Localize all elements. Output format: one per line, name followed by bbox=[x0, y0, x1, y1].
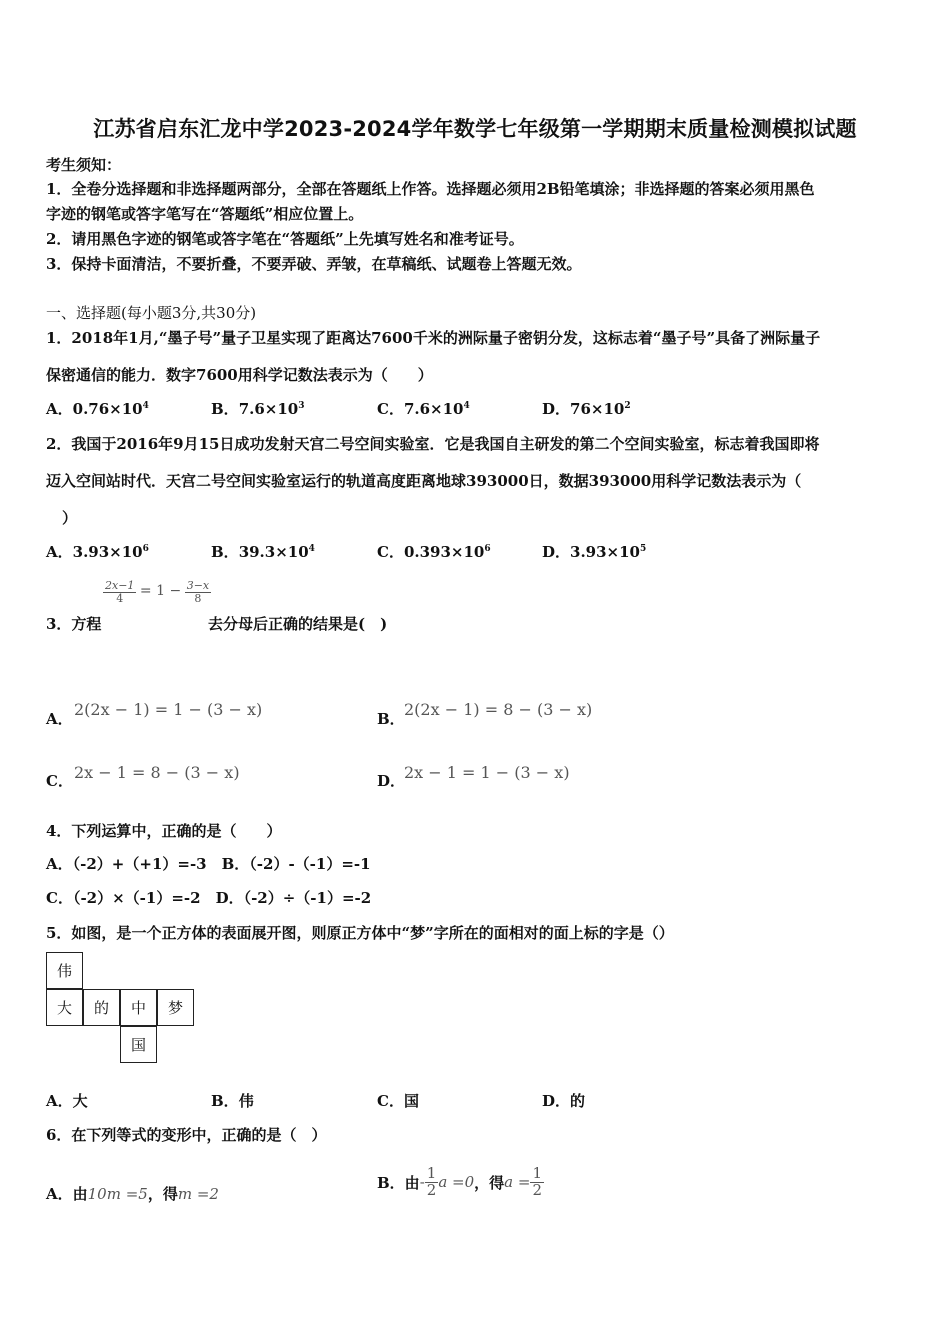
q6-option-a: A．由10m =5，得m =2 bbox=[46, 1185, 219, 1203]
q3-equation: $\frac{2x-1}{4}$ = 1 − $\frac{3-x}{8}$ bbox=[105, 579, 210, 605]
q3-stem-prefix: 3．方程 bbox=[46, 615, 102, 633]
q2-stem-line3: ） bbox=[62, 509, 78, 527]
q3-option-d-expr: 2x − 1 = 1 − (3 − x) bbox=[404, 763, 570, 782]
notice-item-1b: 字迹的钢笔或答字笔写在“答题纸”相应位置上。 bbox=[46, 205, 364, 223]
q1-option-b: B．$7.6\times 10^3$ bbox=[211, 400, 305, 418]
q4-options-row2: C．（-2）×（-1）=-2 D．（-2）÷（-1）=-2 bbox=[46, 889, 372, 907]
q1-option-a: A．$0.76\times 10^4$ bbox=[46, 400, 149, 418]
page-title: 江苏省启东汇龙中学2023-2024学年数学七年级第一学期期末质量检测模拟试题 bbox=[93, 117, 857, 141]
net-face-4: 梦 bbox=[157, 989, 194, 1026]
q3-stem-suffix: 去分母后正确的结果是( ) bbox=[208, 615, 388, 633]
q3-option-a-expr: 2(2x − 1) = 1 − (3 − x) bbox=[74, 700, 263, 719]
net-face-bottom: 国 bbox=[120, 1026, 157, 1063]
q2-stem-line2: 迈入空间站时代．天宫二号空间实验室运行的轨道高度距离地球393000日，数据393000用科学记数法表示为（ bbox=[46, 472, 802, 490]
q3-option-d-label: D． bbox=[377, 772, 406, 790]
q5-option-d: D．的 bbox=[542, 1092, 586, 1110]
q1-option-c: C．$7.6\times 10^4$ bbox=[377, 400, 470, 418]
q5-option-a: A．大 bbox=[46, 1092, 88, 1110]
q2-option-a: A．$3.93\times 10^6$ bbox=[46, 543, 149, 561]
net-face-top: 伟 bbox=[46, 952, 83, 989]
q3-option-c-expr: 2x − 1 = 8 − (3 − x) bbox=[74, 763, 240, 782]
q6-option-b: B．由 - $\frac{1}{2}$ a =0 ，得 a = $\frac{1}{2}$ bbox=[377, 1163, 542, 1199]
q1-option-d: D．$76\times 10^2$ bbox=[542, 400, 631, 418]
q5-option-b: B．伟 bbox=[211, 1092, 254, 1110]
net-face-1: 大 bbox=[46, 989, 83, 1026]
q2-option-b: B．$39.3\times 10^4$ bbox=[211, 543, 315, 561]
q3-option-a-label: A． bbox=[46, 710, 73, 728]
q6-stem: 6．在下列等式的变形中，正确的是（ ） bbox=[46, 1126, 327, 1144]
q3-option-c-label: C． bbox=[46, 772, 73, 790]
q5-option-c: C．国 bbox=[377, 1092, 419, 1110]
q2-option-c: C．$0.393\times 10^6$ bbox=[377, 543, 491, 561]
q4-options-row1: A．（-2）+（+1）=-3 B．（-2）-（-1）=-1 bbox=[46, 855, 371, 873]
q4-stem: 4．下列运算中，正确的是（ ） bbox=[46, 822, 282, 840]
q2-option-d: D．$3.93\times 10^5$ bbox=[542, 543, 647, 561]
q3-option-b-label: B． bbox=[377, 710, 405, 728]
q1-stem-line2: 保密通信的能力．数字7600用科学记数法表示为（ ） bbox=[46, 366, 433, 384]
section-heading: 一、选择题(每小题3分,共30分) bbox=[46, 304, 257, 322]
q3-option-b-expr: 2(2x − 1) = 8 − (3 − x) bbox=[404, 700, 593, 719]
net-face-2: 的 bbox=[83, 989, 120, 1026]
notice-item-2: 2．请用黑色字迹的钢笔或答字笔在“答题纸”上先填写姓名和准考证号。 bbox=[46, 230, 524, 248]
notice-item-3: 3．保持卡面清洁，不要折叠，不要弄破、弄皱，在草稿纸、试题卷上答题无效。 bbox=[46, 255, 582, 273]
notice-heading: 考生须知： bbox=[46, 156, 122, 174]
net-face-3: 中 bbox=[120, 989, 157, 1026]
q2-stem-line1: 2．我国于2016年9月15日成功发射天宫二号空间实验室．它是我国自主研发的第二个空间实验室，标志着我国即将 bbox=[46, 435, 820, 453]
q1-stem-line1: 1．2018年1月,“墨子号”量子卫星实现了距离达7600千米的洲际量子密钥分发，这标志着“墨子号”具备了洲际量子 bbox=[46, 329, 821, 347]
q5-stem: 5．如图，是一个正方体的表面展开图，则原正方体中“梦”字所在的面相对的面上标的字是（） bbox=[46, 924, 674, 942]
notice-item-1a: 1．全卷分选择题和非选择题两部分，全部在答题纸上作答。选择题必须用2B铅笔填涂；非选择题的答案必须用黑色 bbox=[46, 180, 815, 198]
